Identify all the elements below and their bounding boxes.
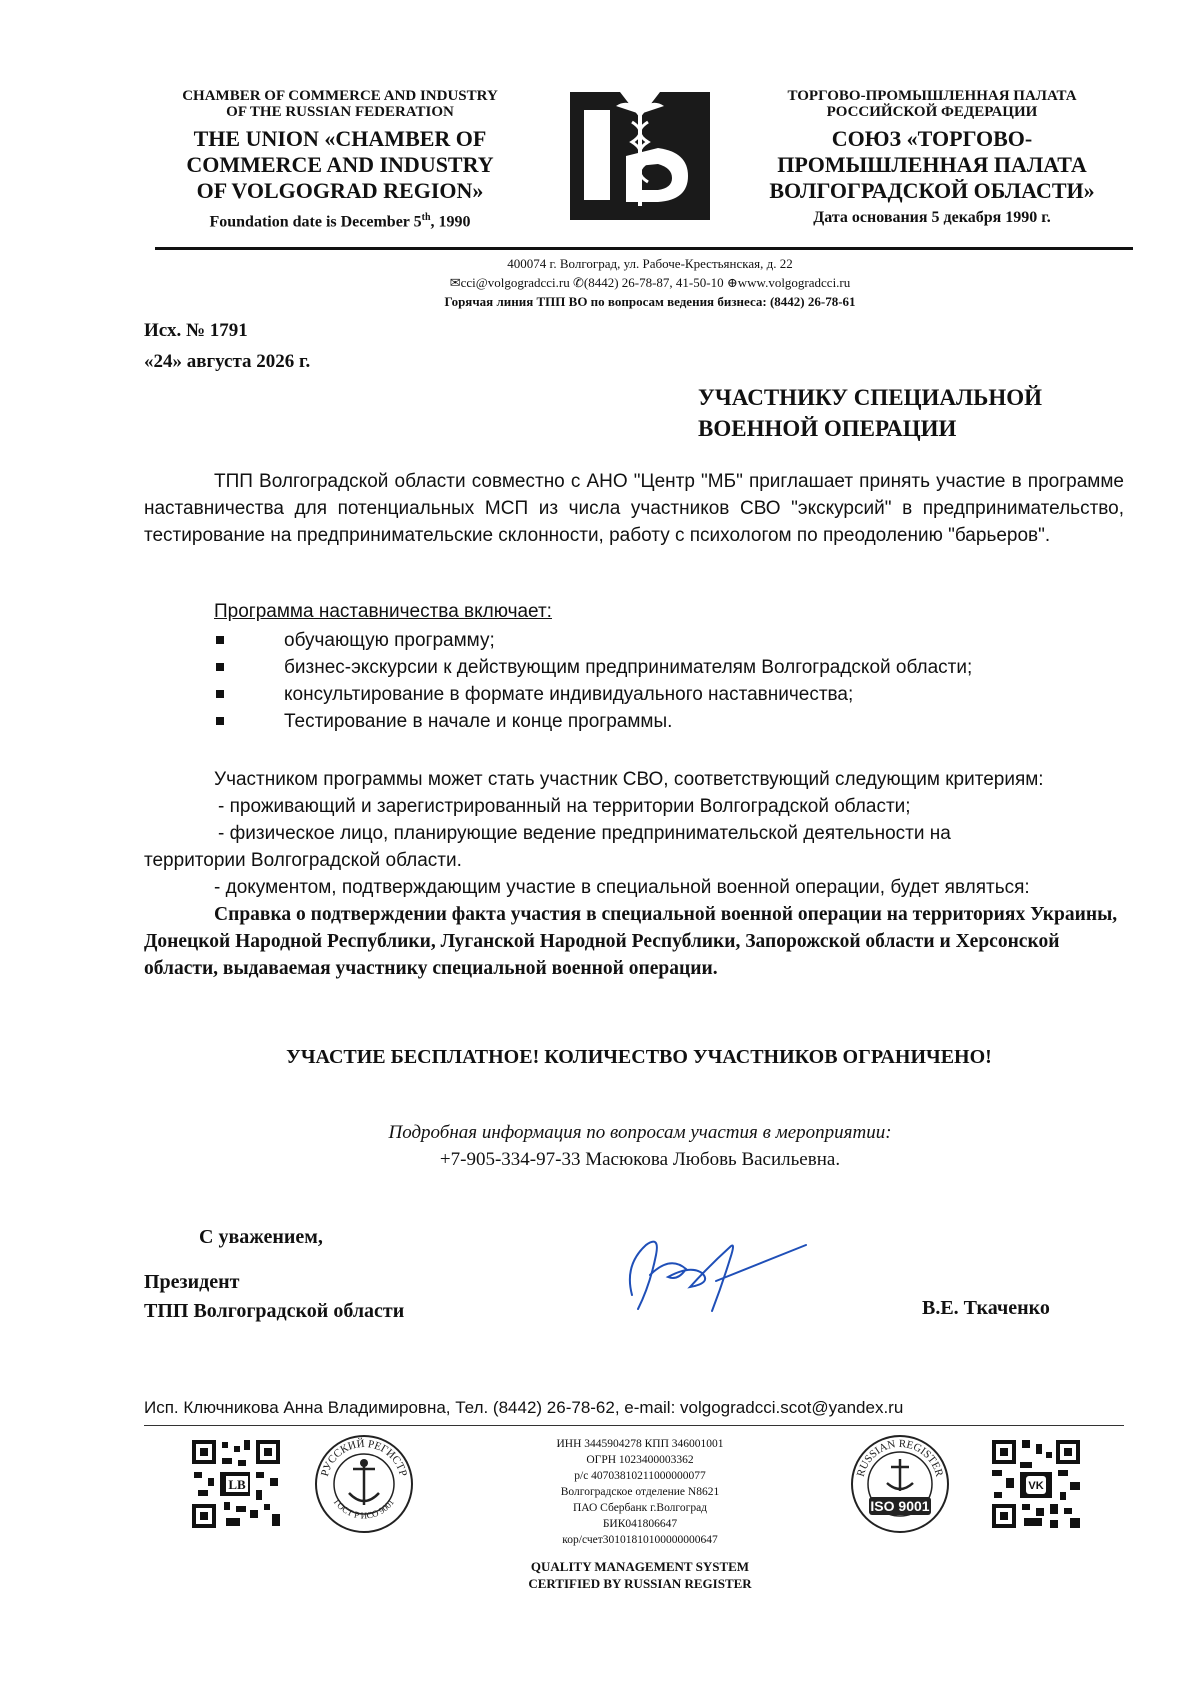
criteria-document [144, 901, 1124, 982]
signer-name: В.Е. Ткаченко [922, 1297, 1050, 1319]
contact-line [330, 273, 970, 292]
bullet-icon [216, 636, 224, 644]
qms-line1: QUALITY MANAGEMENT SYSTEM [530, 1559, 750, 1574]
header-russian [742, 88, 1122, 228]
header-ru-union-2: ПРОМЫШЛЕННАЯ ПАЛАТА [777, 152, 1087, 177]
letter-date: «24» августа 2026 г. [144, 351, 311, 372]
criteria-intro: Участником программы может стать участник СВО, соответствующий следующим критериям: [214, 769, 1044, 790]
requisite-line: ПАО Сбербанк г.Волгоград [572, 1502, 708, 1514]
chamber-logo [566, 88, 714, 224]
info-block [300, 1119, 980, 1173]
phone-numbers: (8442) 26-78-87, 41-50-10 [583, 275, 724, 290]
qr-code-icon[interactable] [190, 1438, 282, 1530]
program-list [214, 627, 972, 735]
requisite-line: ИНН 3445904278 КПП 346001001 [556, 1438, 724, 1450]
info-contact: +7-905-334-97-33 Масюкова Любовь Васильевна. [439, 1149, 841, 1170]
position-line2: ТПП Волгоградской области [144, 1300, 405, 1322]
requisite-line: БИК041806647 [602, 1518, 678, 1530]
requisite-line: ОГРН 1023400003362 [586, 1454, 694, 1466]
email-link[interactable]: cci@volgogradcci.ru [460, 275, 570, 290]
vk-qr-code-icon[interactable] [990, 1438, 1082, 1530]
criteria-1: - проживающий и зарегистрированный на территории Волгоградской области; [218, 796, 911, 817]
recipient [698, 382, 1042, 444]
requisite-line: кор/счет30101810100000000647 [562, 1534, 718, 1546]
mail-icon: ✉ [449, 275, 461, 290]
list-item-text: консультирование в формате индивидуального наставничества; [284, 684, 854, 705]
header-en-union-2: COMMERCE AND INDUSTRY [186, 152, 494, 177]
stamp-right-top-text: RUSSIAN REGISTER [854, 1437, 946, 1479]
criteria-2a: - физическое лицо, планирующие ведение предпринимательской деятельности на [218, 823, 951, 844]
recipient-line2: ВОЕННОЙ ОПЕРАЦИИ [698, 416, 957, 441]
criteria-3: - документом, подтверждающим участие в специальной военной операции, будет являться: [214, 877, 1030, 898]
criteria-2b: территории Волгоградской области. [144, 850, 462, 871]
handwritten-signature [620, 1225, 810, 1321]
bullet-icon [216, 663, 224, 671]
requisite-line: р/с 40703810211000000077 [574, 1470, 706, 1482]
header-en-line2: OF THE RUSSIAN FEDERATION [226, 104, 454, 120]
postal-address: 400074 г. Волгоград, ул. Рабоче-Крестьянская, д. 22 [507, 256, 793, 271]
list-item [214, 708, 972, 735]
free-notice: УЧАСТИЕ БЕСПЛАТНОЕ! КОЛИЧЕСТВО УЧАСТНИКОВ ОГРАНИЧЕНО! [286, 1046, 992, 1068]
header-en-line1: CHAMBER OF COMMERCE AND INDUSTRY [182, 88, 498, 104]
signer-position [144, 1268, 404, 1326]
stamp-right-bottom-text: ISO 9001 [870, 1498, 930, 1514]
russian-register-stamp [313, 1433, 415, 1535]
header-ru-union-3: ВОЛГОГРАДСКОЙ ОБЛАСТИ» [769, 178, 1095, 203]
position-line1: Президент [144, 1271, 240, 1293]
bank-requisites [500, 1436, 780, 1548]
header-ru-line1: ТОРГОВО-ПРОМЫШЛЕННАЯ ПАЛАТА [787, 88, 1077, 104]
svg-text:VK: VK [1028, 1480, 1044, 1492]
bullet-icon [216, 717, 224, 725]
foundation-suffix: , 1990 [430, 213, 471, 231]
regards: С уважением, [199, 1226, 323, 1248]
bullet-icon [216, 690, 224, 698]
list-item [214, 654, 972, 681]
criteria-document-text: Справка о подтверждении факта участия в специальной военной операции на территориях Украины, Донецкой Народной Республики, Луганской Народной Республики, Запорожской области и Херсонской области, выдаваемая участнику специальной военной операции. [144, 904, 1118, 979]
list-item-text: бизнес-экскурсии к действующим предпринимателям Волгоградской области; [284, 657, 973, 678]
header-english [150, 88, 530, 232]
foundation-prefix: Foundation date is December 5 [209, 213, 422, 231]
list-item [214, 627, 972, 654]
header-ru-line2: РОССИЙСКОЙ ФЕДЕРАЦИИ [826, 104, 1038, 120]
stamp-left-top-text: РУССКИЙ РЕГИСТР [318, 1437, 410, 1478]
letter-reference [144, 315, 310, 377]
intro-paragraph: ТПП Волгоградской области совместно с АНО "Центр "МБ" приглашает принять участие в программе наставничества для потенциальных МСП из числа участников СВО "экскурсий" в предпринимательство, тестирование на предпринимательские склонности, работу с психологом по преодолению "барьеров". [144, 471, 1124, 546]
list-item-text: обучающую программу; [284, 630, 495, 651]
info-label-text: Подробная информация по вопросам участия в мероприятии: [388, 1122, 892, 1143]
foundation-sup: th [421, 212, 431, 223]
contact-block [330, 254, 970, 311]
header-ru-foundation: Дата основания 5 декабря 1990 г. [813, 209, 1051, 226]
header-ru-union [742, 126, 1122, 204]
recipient-line1: УЧАСТНИКУ СПЕЦИАЛЬНОЙ [698, 385, 1043, 410]
qms-certification [480, 1558, 800, 1592]
ref-number: Исх. № 1791 [144, 320, 248, 341]
criteria-section [144, 766, 1124, 982]
header-en-foundation [150, 208, 530, 232]
globe-icon: ⊕ [726, 275, 738, 290]
info-label [300, 1119, 980, 1146]
svg-text:LB: LB [228, 1477, 246, 1492]
header-en-union [150, 126, 530, 204]
executor-line: Исп. Ключникова Анна Владимировна, Тел. (8442) 26-78-62, e-mail: volgogradcci.scot@yandex.ru [144, 1398, 904, 1417]
footer-divider [144, 1425, 1124, 1426]
requisite-line: Волгоградское отделение N8621 [560, 1486, 720, 1498]
iso-9001-stamp [849, 1433, 951, 1535]
list-item [214, 681, 972, 708]
stamp-left-bottom-text: ГОСТ Р ИСО 9001 [331, 1497, 397, 1521]
list-item-text: Тестирование в начале и конце программы. [284, 711, 673, 732]
program-label: Программа наставничества включает: [214, 601, 552, 622]
header-divider [155, 247, 1133, 250]
phone-icon: ✆ [572, 275, 584, 290]
hotline [330, 292, 970, 311]
header-en-union-3: OF VOLGOGRAD REGION» [196, 178, 484, 203]
website-link[interactable]: www.volgogradcci.ru [737, 275, 851, 290]
header-en-union-1: THE UNION «CHAMBER OF [193, 126, 487, 151]
qms-line2: CERTIFIED BY RUSSIAN REGISTER [528, 1576, 752, 1591]
header-ru-union-1: СОЮЗ «ТОРГОВО- [831, 126, 1033, 151]
hotline-text: Горячая линия ТПП ВО по вопросам ведения бизнеса: (8442) 26-78-61 [444, 294, 856, 309]
